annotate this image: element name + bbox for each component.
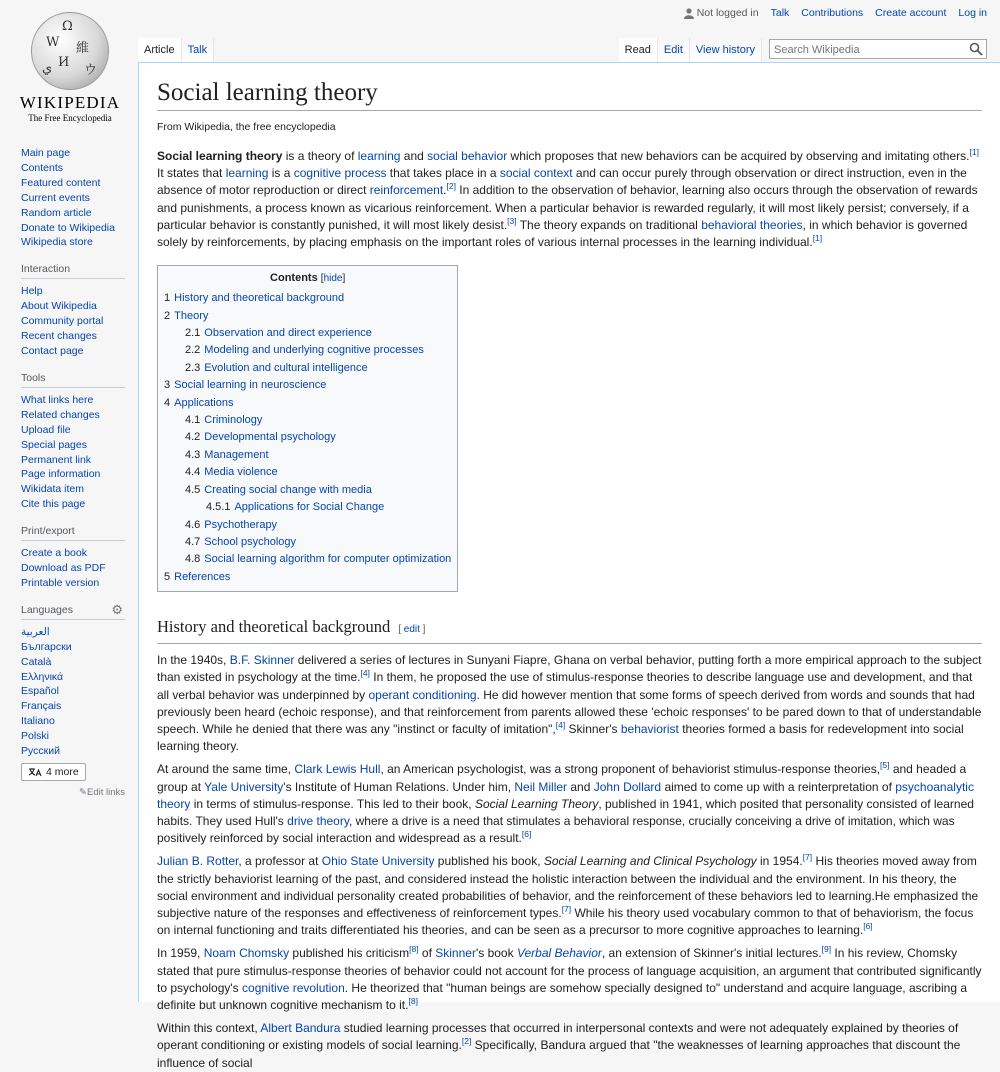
link-yale[interactable]: Yale University [204, 779, 284, 794]
citation-ref[interactable]: [4] [555, 719, 566, 730]
section-edit-link[interactable]: edit [403, 624, 420, 636]
text: While his theory used vocabulary common to that of behaviorism, the focus on internal functioning and traits differentiated his theories, and can be seen as a precursor to more cognitive approaches to learning. [157, 905, 974, 938]
contributions-link[interactable]: Contributions [801, 7, 864, 19]
book-title: Social Learning and Clinical Psychology [543, 854, 757, 869]
sidebar-heading-languages [21, 601, 125, 620]
lead-bold-term: Social learning theory [157, 149, 283, 163]
personal-tools [684, 7, 987, 19]
sidebar-item-download-pdf[interactable]: Download as PDF [21, 562, 106, 575]
text: of [418, 946, 436, 961]
toc-link[interactable]: References [174, 570, 231, 583]
toc-link[interactable]: Developmental psychology [204, 431, 336, 444]
toc-number: 1 [164, 292, 171, 305]
sidebar-heading-interaction: Interaction [21, 263, 125, 279]
text: theories formed a basis for redevelopment into social learning theory. [157, 721, 964, 754]
text: Within this context, [157, 1021, 261, 1036]
sidebar-item-about[interactable]: About Wikipedia [21, 300, 97, 313]
toc-item[interactable] [164, 395, 451, 412]
toc-item[interactable] [164, 290, 451, 307]
text: in 1954. [756, 854, 803, 869]
toc-title-label: Contents [270, 272, 318, 285]
sidebar-lang-arabic[interactable]: العربية [21, 625, 50, 638]
toc-item[interactable] [164, 499, 451, 516]
search-box [769, 39, 987, 59]
citation-ref[interactable]: [3] [507, 215, 517, 226]
toc-number: 5 [164, 570, 171, 583]
text: and can occur purely through observation or direct instruction, even in the absence of motor reproduction or direct [157, 166, 967, 198]
sidebar-lang-russian[interactable]: Русский [21, 745, 60, 758]
toc-link[interactable]: Applications [174, 396, 234, 409]
text: which proposes that new behaviors can be acquired by observing and imitating others. [507, 149, 970, 163]
sidebar-item-main-page[interactable]: Main page [21, 147, 71, 159]
toc-link[interactable]: Media violence [204, 466, 278, 479]
text: In his review, Chomsky stated that pure stimulus-response theories of behavior could not account for the process of language acquisition, an argument that contributed significantly to psychology's [157, 946, 982, 995]
sidebar-item-related-changes[interactable]: Related changes [21, 408, 100, 421]
citation-ref[interactable]: [6] [521, 829, 532, 840]
tab-read[interactable]: Read [619, 38, 658, 62]
wikipedia-logo[interactable] [18, 8, 122, 124]
sidebar-item-printable-version[interactable]: Printable version [21, 576, 100, 589]
toc-link[interactable]: School psychology [204, 535, 297, 548]
toc-item[interactable] [164, 342, 451, 359]
logo-wordmark: WIKIPEDIA [19, 93, 121, 112]
toc-number: 4.8 [185, 553, 201, 566]
text: , published in 1941, which posited that personality consisted of learned habits. They used Hull's [157, 796, 974, 828]
sidebar-print-export [21, 525, 125, 591]
sidebar-item-random-article[interactable]: Random article [21, 206, 92, 219]
link-social-context[interactable]: social context [499, 166, 573, 181]
toc-number: 4.5 [185, 483, 201, 496]
text: Specifically, Bandura argued that "the weaknesses of learning approaches that discount the influence of social [157, 1038, 961, 1070]
toc-number: 4.7 [185, 535, 201, 548]
search-input[interactable] [770, 41, 968, 59]
toc-number: 3 [164, 379, 171, 392]
sidebar-item-contents[interactable]: Contents [21, 161, 64, 174]
sidebar-lang-italian[interactable]: Italiano [21, 715, 55, 728]
toc-item[interactable] [164, 429, 451, 446]
toc-item[interactable] [164, 360, 451, 377]
toc-number: 2 [164, 309, 171, 322]
sidebar-item-donate[interactable]: Donate to Wikipedia [21, 221, 115, 234]
toc-number: 2.1 [185, 327, 201, 340]
toc-number: 4.2 [185, 431, 201, 444]
toc-link[interactable]: Observation and direct experience [204, 327, 372, 340]
toc-link[interactable]: Modeling and underlying cognitive processes [204, 344, 424, 357]
toc-item[interactable] [164, 534, 451, 551]
history-paragraph-3 [157, 853, 982, 939]
toc-link[interactable]: Creating social change with media [204, 483, 372, 496]
sidebar-heading-print-export: Print/export [21, 525, 125, 541]
link-cognitive-process[interactable]: cognitive process [293, 166, 387, 181]
logo-tagline: The Free Encyclopedia [28, 113, 112, 123]
sidebar-item-featured-content[interactable]: Featured content [21, 176, 101, 189]
link-julian-rotter[interactable]: Julian B. Rotter [157, 854, 239, 869]
gear-icon[interactable]: ⚙ [111, 601, 123, 617]
text: , an American psychologist, was a strong proponent of behaviorist stimulus-response theories, [380, 762, 881, 777]
citation-ref[interactable]: [2] [461, 1036, 472, 1047]
link-learning[interactable]: learning [357, 149, 401, 163]
history-paragraph-2 [157, 761, 982, 847]
search-icon[interactable] [969, 42, 983, 56]
sidebar-lang-greek[interactable]: Ελληνικά [21, 670, 64, 683]
more-languages-label: 4 more [46, 766, 79, 778]
sidebar-item-page-information[interactable]: Page information [21, 468, 101, 481]
sidebar-item-community-portal[interactable]: Community portal [21, 315, 104, 328]
text: and [567, 779, 594, 794]
sidebar-lang-catalan[interactable]: Català [21, 655, 52, 668]
toc-item[interactable] [164, 377, 451, 394]
sidebar-item-current-events[interactable]: Current events [21, 191, 90, 204]
toc-item[interactable] [164, 308, 451, 325]
link-clark-hull[interactable]: Clark Lewis Hull [294, 762, 381, 777]
toc-item[interactable] [164, 551, 451, 568]
text: In them, he proposed the use of stimulus-response theories to describe language use and development, and that all verbal behavior was underpinned by [157, 670, 973, 702]
history-paragraph-5 [157, 1020, 982, 1072]
page-title: Social learning theory [157, 78, 982, 111]
toc-item[interactable] [164, 569, 451, 586]
link-behaviorist[interactable]: behaviorist [620, 721, 679, 736]
text: . [443, 183, 447, 198]
toc-link[interactable]: Psychotherapy [204, 518, 278, 531]
toc-hide-link[interactable]: hide [323, 273, 343, 285]
sidebar-item-recent-changes[interactable]: Recent changes [21, 330, 97, 343]
pencil-icon: ✎ [79, 787, 87, 798]
sidebar-item-contact-page[interactable]: Contact page [21, 344, 84, 357]
link-verbal-behavior[interactable]: Verbal Behavior [516, 946, 602, 961]
citation-ref[interactable]: [1] [969, 147, 979, 157]
text: is a theory of [282, 149, 358, 163]
sidebar-item-create-book[interactable]: Create a book [21, 547, 87, 560]
sidebar-item-wikidata-item[interactable]: Wikidata item [21, 483, 85, 496]
text: and [400, 149, 428, 163]
history-paragraph-1 [157, 652, 982, 755]
edit-links[interactable] [21, 787, 125, 798]
text: published his criticism [289, 946, 410, 961]
text: In addition to the observation of behavior, learning also occurs through the observation of rewards and punishments, a process known as vicarious reinforcement. When a particular behavior is rewarded regularly, it will most likely persist; conversely, if a particular behavior is constantly punished, it will most likely desist. [157, 183, 978, 232]
link-reinforcement[interactable]: reinforcement [369, 183, 444, 198]
toc-link[interactable]: History and theoretical background [174, 292, 345, 305]
edit-links-label: Edit links [86, 787, 125, 798]
text: is a [268, 166, 294, 181]
toc-list [164, 290, 451, 586]
tab-talk[interactable]: Talk [182, 38, 215, 62]
translate-icon [28, 767, 42, 777]
text: In 1959, [157, 946, 204, 961]
toc-link[interactable]: Evolution and cultural intelligence [204, 361, 368, 374]
sidebar [21, 146, 125, 811]
text: delivered a series of lectures in Sunyani Fiapre, Ghana on verbal behavior, putting forth a more empirical approach to the subject than existed in psychology at the time. [157, 653, 982, 685]
toc-number: 2.3 [185, 361, 201, 374]
link-skinner[interactable]: Skinner [435, 946, 476, 961]
link-psychoanalytic-theory[interactable]: psychoanalytic theory [157, 779, 974, 811]
text: The theory expands on traditional [516, 217, 702, 232]
text: aimed to come up with a reinterpretation of [661, 779, 896, 794]
citation-ref[interactable]: [8] [408, 995, 418, 1006]
tab-view-history[interactable]: View history [690, 38, 762, 62]
toc-number: 4.1 [185, 414, 201, 427]
section-edit: [ edit ] [398, 624, 426, 636]
sidebar-navigation [21, 146, 125, 250]
sidebar-item-cite-this-page[interactable]: Cite this page [21, 498, 86, 511]
toc-number: 4.6 [185, 518, 201, 531]
link-social-behavior[interactable]: social behavior [427, 149, 508, 163]
user-icon [684, 8, 694, 19]
toc-item[interactable] [164, 325, 451, 342]
namespace-tabs [138, 38, 214, 62]
link-noam-chomsky[interactable]: Noam Chomsky [203, 946, 290, 961]
citation-ref[interactable]: [7] [561, 903, 572, 914]
citation-ref[interactable]: [5] [880, 760, 890, 771]
site-subtitle: From Wikipedia, the free encyclopedia [157, 121, 336, 133]
link-bf-skinner[interactable]: B.F. Skinner [229, 653, 295, 668]
sidebar-lang-polish[interactable]: Polski [21, 730, 50, 743]
main-content [138, 62, 1000, 1070]
text: published his book, [434, 854, 544, 869]
toc-link[interactable]: Criminology [204, 414, 263, 427]
text: . He did however mention that some forms of speech derived from words and sounds that had previously been heard (echoic response), and that reinforcement from parents allowed these 'echoic responses' to be pared down to that of understandable speech. While he denied that there was any "instinct or faculty of imitation", [157, 687, 982, 736]
link-operant-conditioning[interactable]: operant conditioning [368, 687, 477, 702]
text: studied learning processes that occurred in interpersonal contexts and were not adequately explained by theories of operant conditioning or existing models of social learning. [157, 1021, 959, 1053]
toc-item[interactable] [164, 412, 451, 429]
not-logged-in-label: Not logged in [696, 7, 759, 19]
text: It states that [157, 166, 226, 181]
toc-item[interactable] [164, 482, 451, 499]
text: Skinner's [565, 721, 621, 736]
sidebar-item-special-pages[interactable]: Special pages [21, 438, 87, 451]
sidebar-tools [21, 372, 125, 512]
citation-ref[interactable]: [2] [446, 181, 456, 192]
link-behavioral-theories[interactable]: behavioral theories [701, 217, 803, 232]
toc-link[interactable]: Management [204, 448, 269, 461]
text: , in which behavior is governed solely by reinforcements, by placing emphasis on the important roles of various internal processes in the learning individual. [157, 217, 968, 250]
sidebar-item-help[interactable]: Help [21, 285, 43, 298]
sidebar-languages [21, 601, 125, 798]
text: , an extension of Skinner's initial lectures. [601, 946, 822, 961]
puzzle-globe-icon: Ω W 維 И ウ ي [31, 12, 109, 90]
text: 's book [475, 946, 517, 961]
sidebar-lang-spanish[interactable]: Español [21, 685, 59, 698]
citation-ref[interactable]: [6] [863, 921, 873, 932]
lead-paragraph [157, 148, 982, 251]
sidebar-lang-french[interactable]: Français [21, 700, 62, 713]
toc-item[interactable] [164, 447, 451, 464]
citation-ref[interactable]: [4] [360, 668, 370, 679]
sidebar-lang-bulgarian[interactable]: Български [21, 640, 72, 653]
more-languages-button[interactable] [21, 763, 86, 781]
languages-label: Languages [21, 603, 73, 616]
table-of-contents [157, 265, 458, 592]
link-cognitive-revolution[interactable]: cognitive revolution [242, 980, 345, 995]
toc-number: 2.2 [185, 344, 201, 357]
text: in terms of stimulus-response. This led to their book, [190, 796, 475, 811]
link-neil-miller[interactable]: Neil Miller [514, 779, 568, 794]
toc-item[interactable] [164, 517, 451, 534]
text: In the 1940s, [157, 653, 230, 668]
not-logged-in [684, 7, 759, 19]
view-tabs [619, 38, 762, 62]
link-john-dollard[interactable]: John Dollard [593, 779, 662, 794]
toc-number: 4.5.1 [206, 501, 231, 514]
book-title: Social Learning Theory [474, 796, 599, 811]
text: that takes place in a [386, 166, 500, 181]
toc-title: Contents [hide] [270, 272, 346, 285]
sidebar-item-what-links-here[interactable]: What links here [21, 393, 94, 406]
link-albert-bandura[interactable]: Albert Bandura [260, 1021, 341, 1036]
text: His theories moved away from the strictly behaviorist learning of the past, and considered instead the holistic interaction between the individual and the environment. In his theory, the social environment and individual personality created probabilities of behavior, and the reinforcement of these behaviors led to learning.He emphasized the subjective nature of the responses and effectiveness of reinforcement types. [157, 854, 979, 920]
history-paragraph-4 [157, 945, 982, 1014]
toc-link[interactable]: Social learning algorithm for computer optimization [204, 553, 452, 566]
section-heading-history [157, 616, 982, 644]
citation-ref[interactable]: [1] [812, 233, 823, 244]
text: At around the same time, [157, 762, 295, 777]
toc-number: 4.4 [185, 466, 201, 479]
toc-item[interactable] [164, 464, 451, 481]
tab-article[interactable]: Article [138, 38, 182, 62]
text: 's Institute of Human Relations. Under him, [283, 779, 515, 794]
section-heading-label: History and theoretical background [157, 617, 391, 637]
link-ohio-state[interactable]: Ohio State University [321, 854, 435, 869]
text: . He theorized that "human beings are somehow specially designed to" understand and acquire language, ascribing a definite but unknown cognitive mechanism to it. [157, 980, 967, 1012]
sidebar-item-upload-file[interactable]: Upload file [21, 423, 71, 436]
tab-edit[interactable]: Edit [658, 38, 690, 62]
sidebar-item-store[interactable]: Wikipedia store [21, 236, 93, 249]
toc-link[interactable]: Theory [174, 309, 209, 322]
personal-talk-link[interactable]: Talk [770, 7, 790, 19]
sidebar-heading-tools: Tools [21, 372, 125, 388]
log-in-link[interactable]: Log in [958, 7, 987, 19]
citation-ref[interactable]: [7] [802, 852, 813, 863]
text: and headed a group at [157, 762, 967, 794]
toc-number: 4 [164, 396, 171, 409]
sidebar-item-permanent-link[interactable]: Permanent link [21, 453, 92, 466]
toc-link[interactable]: Social learning in neuroscience [174, 379, 327, 392]
citation-ref[interactable]: [8] [409, 944, 419, 955]
sidebar-interaction [21, 263, 125, 359]
citation-ref[interactable]: [9] [821, 944, 832, 955]
toc-link[interactable]: Applications for Social Change [234, 501, 385, 514]
toc-number: 4.3 [185, 448, 201, 461]
link-drive-theory[interactable]: drive theory [287, 813, 349, 828]
link-learning[interactable]: learning [225, 166, 269, 181]
text: , a professor at [238, 854, 322, 869]
create-account-link[interactable]: Create account [875, 7, 947, 19]
text: , where a drive is a need that stimulates a behavioral response, crucially conceiving a drive of imitation, which was positively reinforced by social interaction and widespread as a result. [157, 813, 955, 846]
article-body [157, 148, 982, 1072]
